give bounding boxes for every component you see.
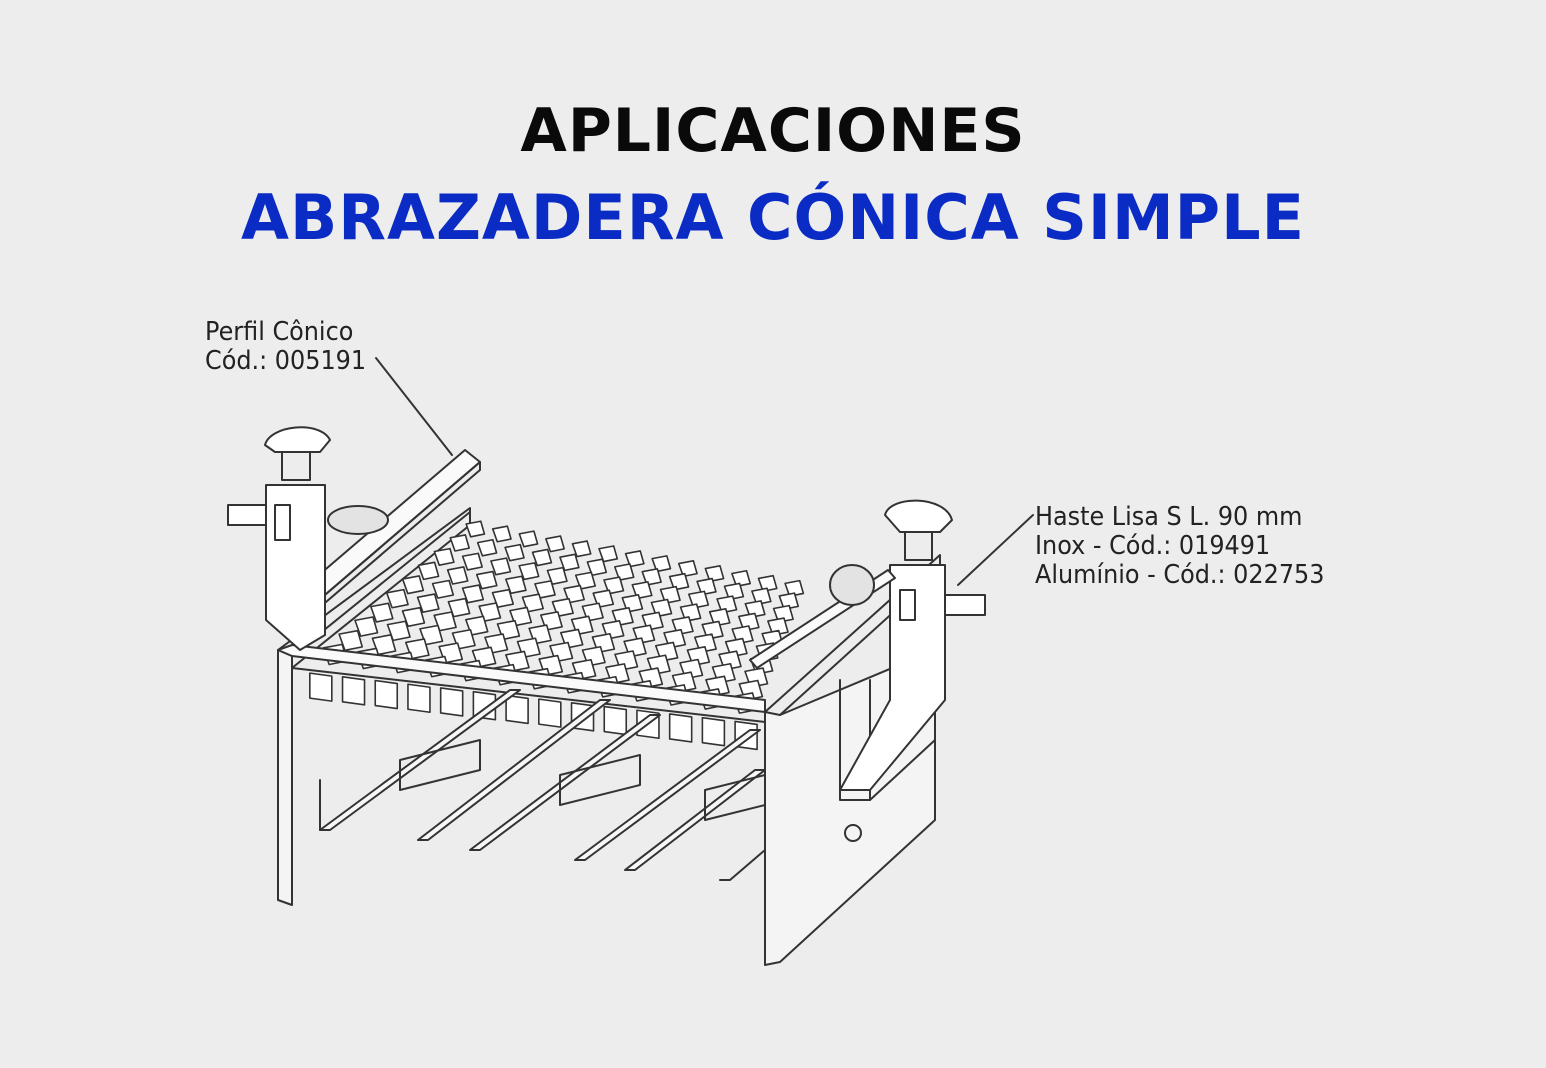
tube-slot (491, 558, 511, 575)
perfil-conico-code: Cód.: 005191 (205, 346, 367, 376)
haste-lisa-aluminio-code: Alumínio - Cód.: 022753 (1035, 560, 1325, 590)
tube-slot (434, 549, 454, 566)
tube-slot-front (539, 699, 561, 727)
perfil-conico-name: Perfil Cônico (205, 317, 354, 347)
tube-slot (403, 576, 424, 594)
tube-slot-front (506, 695, 528, 723)
tube-slot (493, 526, 511, 542)
tube-slot-front (702, 718, 724, 746)
tube-slot-front (375, 681, 397, 709)
tube-slot-front (408, 684, 430, 712)
tube-slot (463, 553, 483, 570)
tube-slot (519, 531, 537, 547)
perfil-conico-label (205, 318, 366, 376)
tube-slot-front (310, 673, 332, 701)
tube-slot (466, 521, 484, 537)
tube-slot (546, 536, 564, 552)
product-subtitle: ABRAZADERA CÓNICA SIMPLE (241, 181, 1305, 254)
tube-slot (505, 545, 524, 561)
tube-slot (478, 540, 497, 556)
leader-line-perfil (376, 358, 452, 455)
tube-slot-front (441, 688, 463, 716)
tube-slot (419, 562, 439, 579)
tube-slot-front (343, 677, 365, 705)
haste-lisa-inox-code: Inox - Cód.: 019491 (1035, 531, 1271, 561)
tube-slot (448, 567, 468, 584)
leader-line-haste (958, 515, 1033, 585)
tube-slot (450, 535, 469, 551)
tube-slot (387, 590, 408, 608)
tube-slot-front (670, 714, 692, 742)
page-title: APLICACIONES (520, 96, 1026, 166)
tube-slot-front (604, 707, 626, 735)
tube-grid (310, 521, 804, 749)
haste-lisa-label (1035, 503, 1324, 590)
haste-lisa-name: Haste Lisa S L. 90 mm (1035, 502, 1303, 532)
